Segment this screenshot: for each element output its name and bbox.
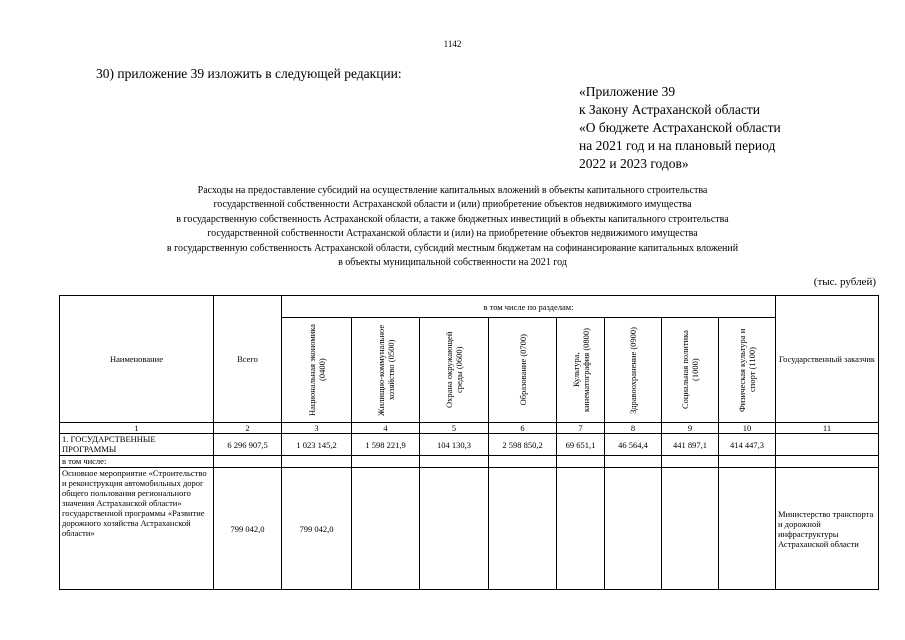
row-total: 6 296 907,5: [214, 434, 282, 456]
header-name: Наименование: [60, 296, 214, 423]
appendix-line: «Приложение 39: [579, 84, 676, 99]
row-value: [719, 456, 776, 468]
col-number: 5: [420, 423, 489, 434]
header-section-1100: Физическая культура и спорт (1100): [737, 328, 757, 412]
title-line: государственной собственности Астраханской области и (или) на приобретение объектов недвижимого имущества: [207, 228, 698, 240]
col-number: 3: [282, 423, 352, 434]
header-section-0900: Здравоохранение (0900): [628, 326, 638, 414]
col-number: 10: [719, 423, 776, 434]
col-number: 1: [60, 423, 214, 434]
appendix-header: [579, 83, 781, 173]
title-line: Расходы на предоставление субсидий на осуществление капитальных вложений в объекты капитального строительства: [197, 185, 708, 196]
row-value: [420, 456, 489, 468]
row-value: [352, 456, 420, 468]
row-value: [662, 468, 719, 590]
row-name: в том числе:: [60, 456, 214, 468]
row-value: [662, 456, 719, 468]
row-value: [282, 456, 352, 468]
row-value: [489, 456, 557, 468]
col-number: 2: [214, 423, 282, 434]
header-section-0400: Национальная экономика (0400): [306, 323, 327, 417]
row-value: [352, 468, 420, 590]
title-line: в государственную собственность Астраханской области, а также бюджетных инвестиций в объекты капитального строительства: [176, 213, 729, 225]
row-value: [605, 456, 662, 468]
row-name: Основное мероприятие «Строительство и реконструкция автомобильных дорог общего пользования регионального значения Астраханской области» государственной программы «Развитие дорожного хозяйства Астраханской области»: [60, 468, 214, 590]
title-line: в государственную собственность Астраханской области, субсидий местным бюджетам на софинансирование капитальных вложений: [166, 242, 739, 254]
col-number: 11: [776, 423, 879, 434]
row-value: 441 897,1: [662, 434, 719, 456]
header-section-0500: Жилищно-коммунальное хозяйство (0500): [375, 324, 396, 416]
row-customer: [776, 456, 879, 468]
appendix-line: «О бюджете Астраханской области: [579, 120, 781, 135]
header-section-0700: Образование (0700): [517, 334, 528, 406]
row-value: 69 651,1: [557, 434, 605, 456]
title-line: в объекты муниципальной собственности на 2021 год: [338, 257, 567, 269]
table-row: [60, 468, 879, 590]
header-sections-group: в том числе по разделам:: [282, 296, 776, 318]
row-value: 1 598 221,9: [352, 434, 420, 456]
row-value: [557, 468, 605, 590]
row-value: [420, 468, 489, 590]
row-value: 46 564,4: [605, 434, 662, 456]
col-number: 9: [662, 423, 719, 434]
header-section-0600: Охрана окружающей среды (0600): [444, 331, 464, 409]
row-value: [719, 468, 776, 590]
row-value: 2 598 850,2: [489, 434, 557, 456]
appendix-line: на 2021 год и на плановый период: [579, 138, 776, 153]
page-number: 1142: [443, 39, 462, 49]
col-number: 6: [489, 423, 557, 434]
header-section-1000: Социальная политика (1000): [680, 330, 700, 410]
appendix-line: 2022 и 2023 годов»: [579, 156, 689, 171]
row-total: 799 042,0: [214, 468, 282, 590]
row-value: [557, 456, 605, 468]
header-section-0800: Культура, кинематография (0800): [570, 328, 591, 412]
row-total: [214, 456, 282, 468]
col-number: 8: [605, 423, 662, 434]
col-number: 7: [557, 423, 605, 434]
row-customer: [776, 434, 879, 456]
row-value: 414 447,3: [719, 434, 776, 456]
row-value: 1 023 145,2: [282, 434, 352, 456]
row-value: [489, 468, 557, 590]
header-total: Всего: [214, 296, 282, 423]
appendix-line: к Закону Астраханской области: [579, 102, 761, 117]
row-value: 799 042,0: [282, 468, 352, 590]
header-customer: Государственный заказчик: [776, 296, 879, 423]
column-number-row: [60, 423, 879, 434]
document-title: [60, 184, 845, 270]
row-customer: Министерство транспорта и дорожной инфраструктуры Астраханской области: [776, 468, 879, 590]
row-name: 1. ГОСУДАРСТВЕННЫЕ ПРОГРАММЫ: [60, 434, 214, 456]
units-label: (тыс. рублей): [813, 276, 876, 288]
title-line: государственной собственности Астраханской области и (или) приобретение объектов недвижимого имущества: [213, 199, 692, 211]
table-row: [60, 456, 879, 468]
row-value: [605, 468, 662, 590]
budget-table: [59, 295, 879, 590]
table-row: [60, 434, 879, 456]
amendment-intro: 30) приложение 39 изложить в следующей редакции:: [96, 66, 402, 81]
row-value: 104 130,3: [420, 434, 489, 456]
col-number: 4: [352, 423, 420, 434]
